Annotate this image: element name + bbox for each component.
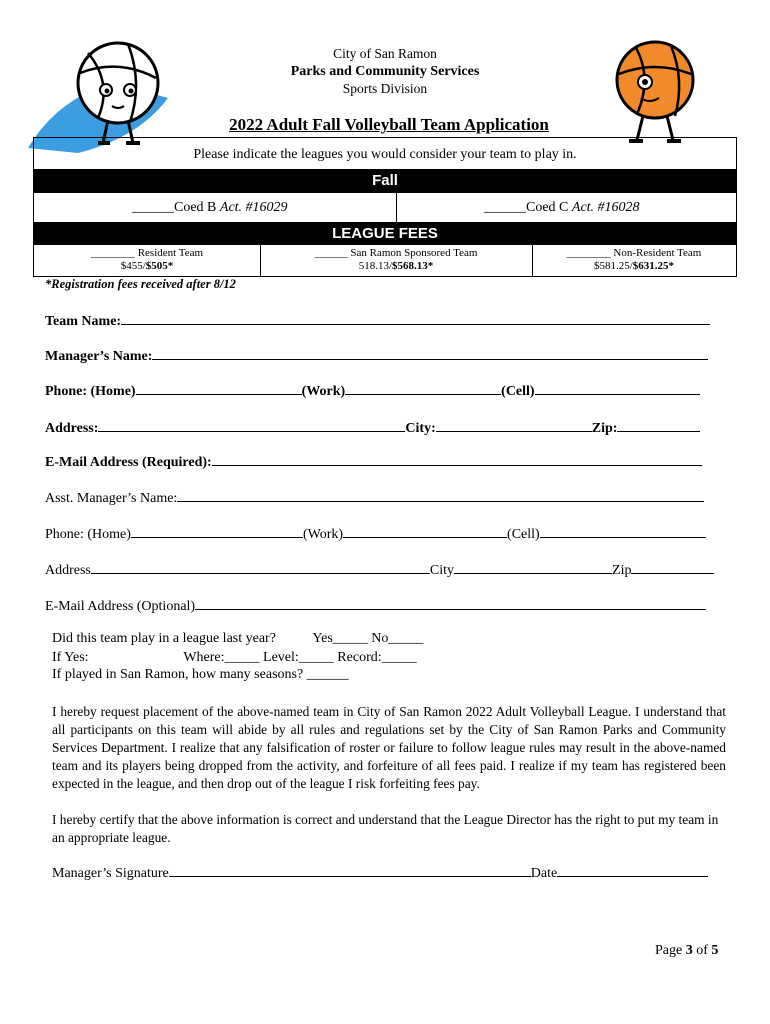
- fee-blank: ________: [566, 247, 611, 259]
- form-title: 2022 Adult Fall Volleyball Team Application: [229, 115, 549, 134]
- league-option-coed-b[interactable]: [132, 200, 288, 216]
- fee-blank: ______: [314, 247, 348, 259]
- asst-manager-field[interactable]: [45, 489, 704, 507]
- signature-label: Manager’s Signature: [52, 866, 169, 881]
- fee-late-price: $505*: [145, 260, 174, 272]
- fee-price: 518.13/: [358, 260, 393, 272]
- certification-paragraph: I hereby certify that the above information is correct and understand that the League Director has the right to put my team in an appropriate league.: [52, 812, 719, 845]
- email-optional-field[interactable]: [45, 597, 706, 615]
- page-of: of: [692, 943, 712, 958]
- manager-name-line[interactable]: [152, 347, 708, 360]
- phone-field-2[interactable]: [45, 525, 706, 543]
- fee-resident[interactable]: [34, 247, 260, 273]
- league-divider: [396, 193, 397, 222]
- form-title-wrap: [4, 115, 770, 135]
- phone-cell-line[interactable]: [535, 382, 700, 395]
- phone-home-line[interactable]: [131, 525, 303, 538]
- field-label: City: [429, 563, 455, 578]
- if-yes-row: [52, 650, 417, 666]
- phone-work-line[interactable]: [343, 525, 507, 538]
- field-label: (Work): [302, 527, 344, 542]
- fee-nonresident[interactable]: [532, 247, 736, 273]
- yes-option[interactable]: Yes_____: [312, 631, 368, 646]
- field-label: Address: [45, 563, 91, 578]
- team-name-line[interactable]: [121, 312, 710, 325]
- fee-late-price: $568.13*: [392, 260, 434, 272]
- phone-cell-line[interactable]: [540, 525, 706, 538]
- field-label: E-Mail Address (Required):: [45, 455, 212, 470]
- instruction-text: Please indicate the leagues you would consider your team to play in.: [193, 147, 577, 162]
- field-label: E-Mail Address (Optional): [45, 599, 196, 614]
- page-total: 5: [711, 943, 719, 958]
- signature-row[interactable]: [52, 864, 708, 882]
- email-optional-line[interactable]: [195, 597, 706, 610]
- signature-line[interactable]: [169, 864, 531, 877]
- field-label: (Work): [301, 384, 346, 399]
- city-line[interactable]: [454, 561, 612, 574]
- address-field[interactable]: [45, 419, 700, 437]
- field-label: (Cell): [507, 527, 540, 542]
- instruction-row: [33, 137, 737, 170]
- phone-field[interactable]: [45, 382, 700, 400]
- fee-sponsored[interactable]: [260, 247, 532, 273]
- field-label: Zip:: [591, 421, 618, 436]
- page-current: 3: [685, 943, 693, 958]
- fee-price: $581.25/: [593, 260, 633, 272]
- season-bar: Fall: [33, 169, 737, 192]
- agreement-paragraph: I hereby request placement of the above-named team in City of San Ramon 2022 Adult Volleyball League. I understand that all participants on this team will abide by all rules and regulations set by the City of San Ramon Parks and Community Services Department. I realize that any falsification of roster or failure to follow league rules may result in the above-named team and its players being dropped from the activity, and forfeiture of all fees paid. I realize if my team has registered been expected in the league, and then drop out of the league I risk forfeiting fees pay.: [52, 704, 726, 791]
- fee-label: San Ramon Sponsored Team: [350, 247, 478, 259]
- field-label: Asst. Manager’s Name:: [45, 491, 178, 506]
- field-label: Address:: [45, 421, 99, 436]
- field-label: City:: [405, 421, 436, 436]
- seasons-question[interactable]: If played in San Ramon, how many seasons? ______: [52, 667, 349, 682]
- fee-late-price: $631.25*: [632, 260, 675, 272]
- address-line[interactable]: [91, 561, 430, 574]
- activity-number: Act. #16028: [571, 200, 640, 215]
- level-field[interactable]: Level:_____: [263, 650, 334, 665]
- fee-label: Non-Resident Team: [613, 247, 702, 259]
- email-required-field[interactable]: [45, 453, 702, 471]
- email-required-line[interactable]: [212, 453, 702, 466]
- asst-manager-line[interactable]: [177, 489, 704, 502]
- fee-blank: ________: [90, 247, 135, 259]
- page-number: [655, 943, 718, 959]
- manager-name-field[interactable]: [45, 347, 708, 365]
- page-prefix: Page: [655, 943, 686, 958]
- league-options-row: [33, 192, 737, 223]
- no-option[interactable]: No_____: [371, 631, 424, 646]
- played-last-year-question: [52, 631, 423, 647]
- record-field[interactable]: Record:_____: [337, 650, 417, 665]
- question-text: Did this team play in a league last year?: [52, 631, 276, 646]
- fee-price: $455/: [120, 260, 146, 272]
- fee-label: Resident Team: [137, 247, 204, 259]
- league-option-coed-c[interactable]: [484, 200, 640, 216]
- field-label: (Cell): [501, 384, 535, 399]
- city-line[interactable]: [436, 419, 592, 432]
- address-line[interactable]: [98, 419, 405, 432]
- where-field[interactable]: Where:_____: [183, 650, 260, 665]
- registration-note: *Registration fees received after 8/12: [45, 277, 236, 291]
- address-field-2[interactable]: [45, 561, 714, 579]
- city-name: City of San Ramon: [333, 46, 437, 61]
- activity-number: Act. #16029: [219, 200, 288, 215]
- division-name: Sports Division: [342, 81, 428, 96]
- fees-row: [33, 244, 737, 277]
- zip-line[interactable]: [631, 561, 714, 574]
- date-label: Date: [530, 866, 558, 881]
- field-label: Zip: [612, 563, 632, 578]
- league-option-label: ______Coed C: [484, 200, 572, 215]
- field-label: Phone: (Home): [45, 527, 131, 542]
- zip-line[interactable]: [617, 419, 700, 432]
- field-label: Team Name:: [45, 314, 122, 329]
- phone-work-line[interactable]: [345, 382, 501, 395]
- phone-home-line[interactable]: [136, 382, 302, 395]
- team-name-field[interactable]: [45, 312, 710, 330]
- field-label: Manager’s Name:: [45, 349, 153, 364]
- date-line[interactable]: [557, 864, 708, 877]
- field-label: Phone: (Home): [45, 384, 136, 399]
- question-text: If Yes:: [52, 650, 89, 665]
- department-name: Parks and Community Services: [290, 64, 480, 79]
- league-fees-bar: LEAGUE FEES: [33, 223, 737, 244]
- league-option-label: ______Coed B: [132, 200, 220, 215]
